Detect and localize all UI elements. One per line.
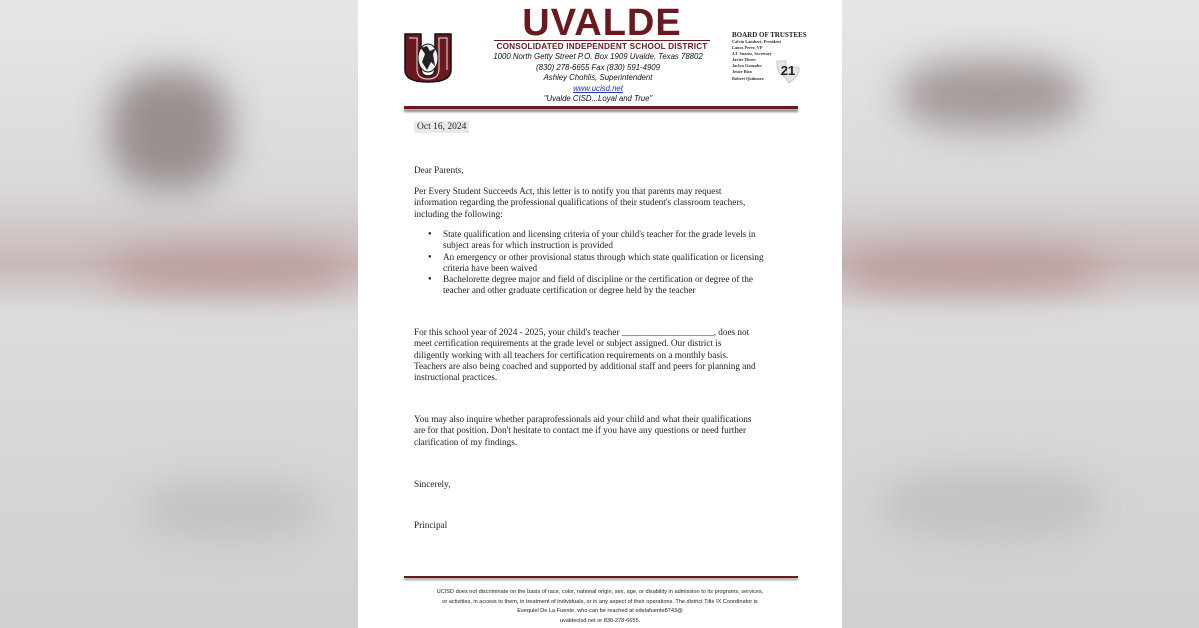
letter-page (358, 0, 842, 628)
uvalde-u-logo-icon (403, 32, 453, 84)
board-title: BOARD OF TRUSTEES (732, 31, 807, 39)
footer-line: Esequiel De La Fuente, who can be reached at edelafuente8743@ (517, 608, 683, 615)
footer-divider (404, 576, 798, 578)
blurred-header-shape (901, 60, 1081, 130)
list-item: ● Bachelorette degree major and field of discipline or the certification or degree of the teacher and other graduate certification or degree held by the teacher (428, 274, 768, 297)
blurred-text-shape (881, 470, 1101, 540)
board-member: Jessie Rizo (732, 69, 752, 75)
header-divider-shadow (404, 110, 798, 111)
list-item: ● An emergency or other provisional status through which state qualification or licensing criteria have been waived (428, 252, 768, 275)
board-member: J.J. Suarez, Secretary (732, 51, 772, 57)
certification-paragraph: For this school year of 2024 - 2025, your child's teacher ____________________, does not meet certification requirements at the grade level or subject assigned. Our district is diligently working with all teachers for certification requirements on a monthly basis. Teachers are also being coached and supported by additional staff and peers for planning and instructional practices. (414, 327, 756, 383)
board-member: Javier Flores (732, 57, 756, 63)
letter-date: Oct 16, 2024 (414, 121, 469, 133)
website-link[interactable]: www.ucisd.net (573, 83, 623, 93)
address-line: 1000 North Getty Street P.O. Box 1909 Uvalde, Texas 78802 (493, 52, 703, 61)
board-member: Jaclyn Gonzales (732, 63, 762, 69)
qualification-list (428, 229, 768, 297)
board-member: Robert Quiñonez (732, 75, 764, 81)
list-item: ● State qualification and licensing criteria of your child's teacher for the grade levels in subject areas for which instruction is provided (428, 229, 768, 252)
footer-line: or activities, in access to them, in treatment of individuals, or in any aspect of their operations. The district Title IX Coordinator is (442, 598, 758, 605)
footer-line: UCISD does not discriminate on the basis of race, color, national origin, sex, age, or disability in admission to its programs, services, (436, 589, 764, 595)
district-full-name: CONSOLIDATED INDEPENDENT SCHOOL DISTRICT (494, 40, 710, 51)
district-brand-name: UVALDE (522, 2, 682, 44)
salutation: Dear Parents, (414, 165, 464, 175)
phone-line: (830) 278-6655 Fax (830) 591-4909 (536, 62, 660, 72)
superintendent-line: Ashley Chohlis, Superintendent (543, 73, 653, 82)
inquiry-paragraph: You may also inquire whether paraprofessionals aid your child and what their qualifications are for that position. Don't hesitate to contact me if you have any questions or need further clarification of my findings. (414, 414, 752, 447)
nondiscrimination-footer (414, 588, 786, 626)
header-divider (404, 106, 798, 109)
blurred-rule-shape (841, 250, 1101, 290)
blurred-rule-shape (110, 250, 350, 290)
footer-line: uvaldecisd.net or 830-278-6655. (559, 617, 641, 624)
contact-block (478, 52, 718, 105)
signature: Principal (414, 520, 448, 530)
closing: Sincerely, (414, 479, 451, 489)
board-member: Calvin Lambert, President (732, 39, 781, 44)
motto-line: "Uvalde CISD...Loyal and True" (543, 94, 653, 103)
blurred-background-left (0, 0, 360, 628)
blurred-text-shape (140, 480, 320, 540)
blurred-background-right (841, 0, 1199, 628)
intro-paragraph: Per Every Student Succeeds Act, this letter is to notify you that parents may request information regarding the professional qualifications of their student's classroom teachers, including the following: (414, 186, 746, 219)
letterhead (358, 0, 842, 106)
badge-number: 21 (780, 63, 796, 78)
texas-21-badge-icon (774, 58, 802, 84)
blurred-logo-shape (110, 70, 230, 190)
board-member: Laura Perez, VP (732, 45, 763, 51)
